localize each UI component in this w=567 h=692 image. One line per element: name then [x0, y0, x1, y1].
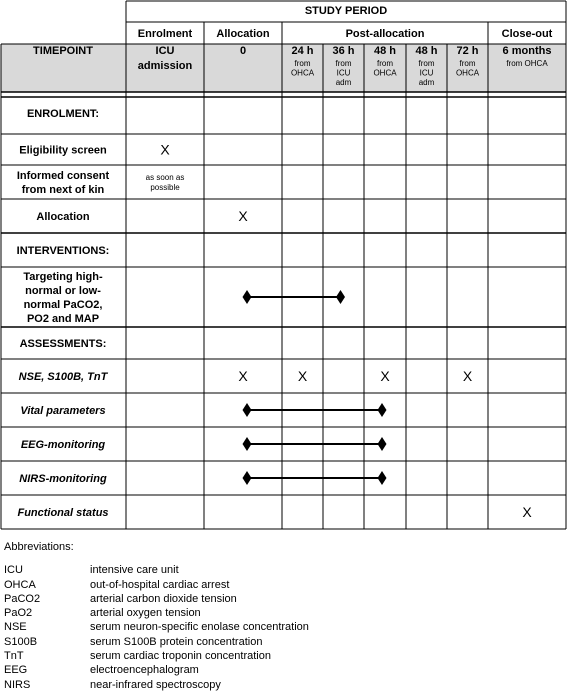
- abbreviation-row: [4, 635, 309, 649]
- timeline-start-diamond: [243, 403, 252, 417]
- abbreviation-row: [4, 678, 309, 692]
- phase-label: Allocation: [216, 28, 270, 40]
- timepoint-subtext: from: [294, 59, 311, 68]
- timepoint-value: 24 h: [291, 45, 314, 57]
- row-label: Allocation: [36, 211, 90, 223]
- timepoint-label: TIMEPOINT: [33, 45, 93, 57]
- timepoint-value: 72 h: [456, 45, 479, 57]
- mark-x: X: [160, 141, 170, 158]
- study-period-label: STUDY PERIOD: [304, 5, 388, 17]
- abbreviation-definition: serum cardiac troponin concentration: [90, 650, 271, 663]
- phase-label: Enrolment: [137, 28, 193, 40]
- row-label: from next of kin: [21, 184, 105, 196]
- cell-note: possible: [150, 183, 180, 192]
- abbreviation-row: [4, 606, 309, 620]
- timepoint-subtext: ICU: [419, 68, 434, 78]
- abbreviation-definition: intensive care unit: [90, 564, 179, 577]
- timepoint-subtext: admission: [137, 60, 193, 72]
- section-title: INTERVENTIONS:: [16, 245, 110, 257]
- cell-note: as soon as: [145, 173, 185, 182]
- row-label: Informed consent: [16, 170, 110, 182]
- timeline-end-diamond: [378, 437, 387, 451]
- timeline-end-diamond: [378, 403, 387, 417]
- abbreviation-term: OHCA: [4, 578, 36, 591]
- abbreviation-row: [4, 578, 309, 592]
- abbreviation-definition: arterial oxygen tension: [90, 607, 201, 620]
- mark-x: X: [522, 504, 532, 520]
- row-label: Vital parameters: [20, 405, 106, 417]
- abbreviations-heading: Abbreviations:: [4, 541, 74, 553]
- timepoint-subtext: from: [459, 59, 476, 68]
- abbreviation-definition: out-of-hospital cardiac arrest: [90, 578, 230, 591]
- row-label: NIRS-monitoring: [19, 473, 107, 485]
- abbreviation-row: [4, 663, 309, 677]
- phase-label: Close-out: [501, 28, 553, 40]
- timeline-start-diamond: [243, 437, 252, 451]
- abbreviation-row: [4, 592, 309, 606]
- abbreviations-list: [4, 563, 309, 692]
- timepoint-subtext: adm: [335, 78, 352, 87]
- timepoint-subtext: OHCA: [455, 68, 480, 78]
- timepoint-subtext: from: [377, 59, 393, 68]
- abbreviation-definition: serum S100B protein concentration: [90, 635, 263, 648]
- row-label: Eligibility screen: [19, 144, 107, 157]
- timepoint-value: 48 h: [373, 45, 397, 57]
- timepoint-value: 36 h: [332, 45, 355, 57]
- abbreviation-term: NSE: [4, 621, 27, 634]
- timeline-start-diamond: [243, 290, 252, 304]
- timepoint-subtext: from OHCA: [506, 59, 548, 68]
- row-label: normal PaCO2,: [23, 299, 103, 311]
- timepoint-subtext: ICU: [336, 68, 351, 78]
- abbreviation-row: [4, 563, 309, 577]
- timepoint-subtext: from: [418, 59, 435, 68]
- mark-x: X: [238, 208, 248, 224]
- abbreviation-definition: electroencephalogram: [90, 664, 199, 677]
- timepoint-subtext: OHCA: [290, 68, 315, 78]
- abbreviation-term: PaCO2: [4, 592, 41, 605]
- abbreviations-block: [4, 540, 309, 692]
- abbreviation-row: [4, 649, 309, 663]
- timepoint-value: ICU: [155, 45, 175, 57]
- abbreviation-definition: near-infrared spectroscopy: [90, 678, 221, 691]
- row-label: Functional status: [17, 507, 109, 519]
- abbreviation-term: S100B: [4, 635, 38, 648]
- abbreviation-term: TnT: [4, 650, 24, 663]
- abbreviation-definition: arterial carbon dioxide tension: [90, 592, 237, 605]
- timepoint-subtext: from: [335, 59, 352, 68]
- timepoint-value: 48 h: [415, 45, 438, 57]
- mark-x: X: [297, 368, 308, 384]
- section-title: ENROLMENT:: [26, 108, 100, 120]
- abbreviation-definition: serum neuron-specific enolase concentration: [90, 621, 309, 634]
- timepoint-value: 6 months: [502, 45, 552, 57]
- row-label: EEG-monitoring: [20, 439, 106, 451]
- section-title: ASSESSMENTS:: [19, 338, 107, 350]
- row-label: Targeting high-: [23, 271, 103, 283]
- abbreviation-term: PaO2: [4, 607, 33, 620]
- mark-x: X: [238, 368, 248, 384]
- mark-x: X: [462, 368, 473, 384]
- row-label: normal or low-: [25, 285, 101, 297]
- abbreviation-term: ICU: [4, 564, 23, 577]
- abbreviation-term: EEG: [4, 664, 28, 677]
- timeline-end-diamond: [336, 290, 345, 304]
- abbreviation-row: [4, 620, 309, 634]
- abbreviation-term: NIRS: [4, 678, 31, 691]
- mark-x: X: [380, 368, 390, 384]
- phase-label: Post-allocation: [345, 28, 425, 40]
- timepoint-value: 0: [239, 45, 247, 57]
- timeline-start-diamond: [243, 471, 252, 485]
- row-label: NSE, S100B, TnT: [18, 371, 108, 383]
- timepoint-subtext: OHCA: [373, 68, 397, 78]
- timepoint-subtext: adm: [418, 78, 435, 87]
- timeline-end-diamond: [378, 471, 387, 485]
- row-label: PO2 and MAP: [26, 313, 100, 325]
